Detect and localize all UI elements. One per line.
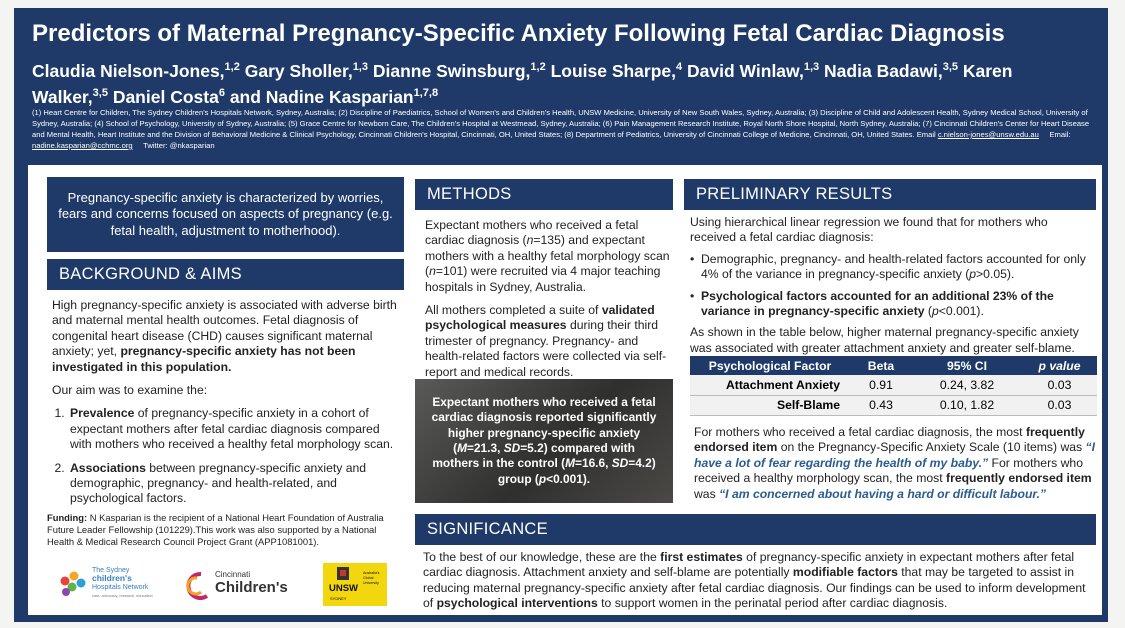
svg-text:UNSW: UNSW <box>329 583 359 594</box>
author-name: Nadia Badawi,$^{3,5}$ <box>824 60 958 81</box>
table-header-row <box>690 356 1097 375</box>
table-cell: 0.03 <box>1022 395 1097 415</box>
funding-note <box>47 512 404 548</box>
author-affiliation-marker: 1,2 <box>224 61 240 73</box>
author-affiliation-marker: 1,3 <box>803 61 820 73</box>
twitter-handle[interactable]: @nkasparian <box>169 141 215 150</box>
email-link-1[interactable]: c.nielson-jones@unsw.edu.au <box>937 130 1039 139</box>
email-label: Email <box>916 130 936 139</box>
background-paragraph: High pregnancy-specific anxiety is associated with adverse birth and maternal mental health outcomes. Fetal diagnosis of congenital heart disease (CHD) causes significant maternal anxiety; yet, pregnancy-specific anxiety has not been investigated in this population. <box>52 298 397 374</box>
svg-text:Australia's: Australia's <box>363 571 380 575</box>
author-affiliation-marker: 4 <box>676 61 683 73</box>
table-cell: 0.24, 3.82 <box>912 375 1022 395</box>
table-intro: As shown in the table below, higher maternal pregnancy-specific anxiety was associated with greater attachment anxiety and greater self-blame. <box>690 325 1079 355</box>
author-affiliation-marker: 1,2 <box>530 61 546 73</box>
schn-logo <box>61 567 153 598</box>
significance-text: To the best of our knowledge, these are the first estimates of pregnancy-specific anxiety in expectant mothers after fetal cardiac diagnosis. Attachment anxiety and self-blame are potentially modifiable factors that may be targeted to assist in reducing maternal pregnancy-specific anxiety after fetal cardiac diagnosis. Our findings can be used to inform development of psychological interventions to support women in the perinatal period after cardiac diagnosis. <box>423 550 1086 611</box>
author-affiliation-marker: 1,3 <box>352 61 368 73</box>
results-intro: Using hierarchical linear regression we found that for mothers who received a fetal cardiac diagnosis: <box>690 215 1048 245</box>
svg-text:University: University <box>363 581 379 585</box>
funding-label: Funding: <box>47 512 88 523</box>
methods-text <box>425 218 671 388</box>
author-name: Louise Sharpe,$^4$ <box>550 60 683 81</box>
affiliations-text: (1) Heart Centre for Children, The Sydney Children's Hospitals Network, Sydney, Australia; (2) Discipline of Paediatrics, School of Women's and Children's Health, UNSW Medicine, University of New South Wales, Sydney, Australia; (3) Discipline of Child and Adolescent Health, Sydney Medical School, University of Sydney, Australia; (4) School of Psychology, University of Sydney, Australia; (5) Grace Centre for Newborn Care, The Children's Hospital at Westmead, Sydney, Australia; (6) Pain Management Research Institute, Royal North Shore Hospital, North Sydney, Australia; (7) Cincinnati Children's Center for Heart Disease and Mental Health, Heart Institute and the Division of Behavioral Medicine & Clinical Psychology, Cincinnati Children's Hospital, Cincinnati, OH, United States; (8) Department of Pediatrics, University of Cincinnati College of Medicine, Cincinnati, OH, United States. <box>32 108 1090 139</box>
results-heading: PRELIMINARY RESULTS <box>684 179 1096 210</box>
methods-heading: METHODS <box>415 179 673 210</box>
svg-text:Cincinnati: Cincinnati <box>215 570 251 579</box>
author-affiliation-marker: 6 <box>218 86 225 99</box>
table-header: Psychological Factor <box>690 356 850 375</box>
author-name: Karen Walker,$^{3,5}$ <box>32 60 1013 107</box>
poster <box>14 8 1108 622</box>
quote-cardiac: “I have a lot of fear regarding the health of my baby.” <box>694 440 1096 470</box>
results-bullet: • Psychological factors accounted for an additional 23% of the variance in pregnancy-specific anxiety (p<0.001). <box>690 289 1096 320</box>
affiliations: (1) Heart Centre for Children, The Sydney Children's Hospitals Network, Sydney, Australia; (2) Discipline of Paediatrics, School of Women's and Children's Health, UNSW Medicine, University of New South Wales, Sydney, Australia; (3) Discipline of Child and Adolescent Health, Sydney Medical School, University of Sydney, Australia; (4) School of Psychology, University of Sydney, Australia; (5) Grace Centre for Newborn Care, The Children's Hospital at Westmead, Sydney, Australia; (6) Pain Management Research Institute, Royal North Shore Hospital, North Sydney, Australia; (7) Cincinnati Children's Center for Heart Disease and Mental Health, Heart Institute and the Division of Behavioral Medicine & Clinical Psychology, Cincinnati Children's Hospital, Cincinnati, OH, United States; (8) Department of Pediatrics, University of Cincinnati College of Medicine, Cincinnati, OH, United States. Email c.nielson-jones@unsw.edu.au Email: nadine.kasparian@cchmc.org Twitter: @nkasparian <box>32 108 1090 150</box>
quote-control: “I am concerned about having a hard or difficult labour.” <box>719 486 1046 501</box>
methods-paragraph-2: All mothers completed a suite of validated psychological measures during their third trimester of pregnancy. Pregnancy- and health-related factors were collected via self-report and medical records. <box>425 303 667 379</box>
results-bullets <box>690 252 1096 320</box>
key-finding-box <box>415 379 673 503</box>
table-row <box>690 395 1097 415</box>
author-list <box>32 56 1092 108</box>
poster-header <box>14 8 1108 160</box>
email-label-2: Email <box>1049 130 1069 139</box>
poster-title: Predictors of Maternal Pregnancy-Specific Anxiety Following Fetal Cardiac Diagnosis <box>32 20 1005 47</box>
background-text <box>52 298 404 515</box>
twitter-label: Twitter: <box>143 141 168 150</box>
svg-text:children's: children's <box>92 573 132 583</box>
logos-svg <box>55 562 395 607</box>
background-heading: BACKGROUND & AIMS <box>47 259 404 290</box>
svg-text:Children's: Children's <box>215 579 288 596</box>
svg-text:SYDNEY: SYDNEY <box>330 596 347 601</box>
cincinnati-childrens-logo <box>188 570 288 598</box>
methods-paragraph-1: Expectant mothers who received a fetal cardiac diagnosis (n=135) and expectant mothers with a healthy fetal morphology scan (n=101) were recruited via 4 major teaching hospitals in Sydney, Australia. <box>425 218 670 294</box>
aim-item: 1. Prevalence of pregnancy-specific anxiety in a cohort of expectant mothers after fetal cardiac diagnosis compared with mothers who received a healthy fetal morphology scan. <box>68 406 404 452</box>
author-name: Dianne Swinsburg,$^{1,2}$ <box>372 60 546 81</box>
table-cell: 0.43 <box>850 395 912 415</box>
logo-row <box>55 562 395 607</box>
svg-text:care, advocacy, research, educ: care, advocacy, research, education <box>92 594 153 598</box>
key-finding-text: Expectant mothers who received a fetal cardiac diagnosis reported significantly higher pregnancy-specific anxiety (M=21.3, SD=5.2) compared with mothers in the control (M=16.6, SD=4.2) group (p<0.001). <box>431 394 657 486</box>
results-table <box>690 356 1097 416</box>
table-cell: 0.91 <box>850 375 912 395</box>
author-name: David Winlaw,$^{1,3}$ <box>687 60 820 81</box>
author-affiliation-marker: 3,5 <box>92 86 108 99</box>
intro-box <box>47 177 404 252</box>
table-cell: 0.10, 1.82 <box>912 395 1022 415</box>
table-header: Beta <box>850 356 912 375</box>
table-header: 95% CI <box>912 356 1022 375</box>
significance-heading: SIGNIFICANCE <box>415 514 1096 545</box>
svg-text:The Sydney: The Sydney <box>92 567 130 574</box>
aims-list <box>68 406 404 506</box>
endorsed-items-paragraph: For mothers who received a fetal cardiac diagnosis, the most frequently endorsed item on the Pregnancy-Specific Anxiety Scale (10 items) was “I have a lot of fear regarding the health of my baby.” For mothers who received a healthy morphology scan, the most frequently endorsed item was “I am concerned about having a hard or difficult labour.” <box>694 425 1096 501</box>
author-name: Claudia Nielson-Jones,$^{1,2}$ <box>32 60 240 81</box>
poster-body <box>28 165 1102 615</box>
table-row <box>690 375 1097 395</box>
intro-text: Pregnancy-specific anxiety is characterized by worries, fears and concerns focused on aspects of pregnancy (e.g. fetal health, adjustment to motherhood). <box>58 189 393 238</box>
svg-text:Global: Global <box>363 576 374 580</box>
funding-text: N Kasparian is the recipient of a National Heart Foundation of Australia Future Leader Fellowship (101229).This work was also supported by a National Health & Medical Research Council Project Grant (APP1081001). <box>47 512 384 547</box>
aim-intro: Our aim was to examine the: <box>52 383 208 398</box>
table-cell: 0.03 <box>1022 375 1097 395</box>
table-header: p value <box>1022 356 1097 375</box>
unsw-logo <box>323 563 387 606</box>
author-affiliation-marker: 1,7,8 <box>413 86 439 99</box>
table-cell: Self-Blame <box>690 395 850 415</box>
email-link-2[interactable]: nadine.kasparian@cchmc.org <box>32 141 133 150</box>
results-text-2 <box>694 425 1096 510</box>
aim-item: 2. Associations between pregnancy-specific anxiety and demographic, pregnancy- and health-related, and psychological factors. <box>68 461 404 507</box>
author-name: Gary Sholler,$^{1,3}$ <box>244 60 368 81</box>
results-bullet: • Demographic, pregnancy- and health-related factors accounted for only 4% of the variance in pregnancy-specific anxiety (p>0.05). <box>690 252 1096 283</box>
author-name: Daniel Costa$^6$ <box>112 86 225 107</box>
results-text <box>690 215 1096 364</box>
author-affiliation-marker: 3,5 <box>942 61 958 73</box>
table-cell: Attachment Anxiety <box>690 375 850 395</box>
author-name: and Nadine Kasparian$^{1,7,8}$ <box>229 86 439 107</box>
svg-text:Hospitals Network: Hospitals Network <box>92 584 149 591</box>
